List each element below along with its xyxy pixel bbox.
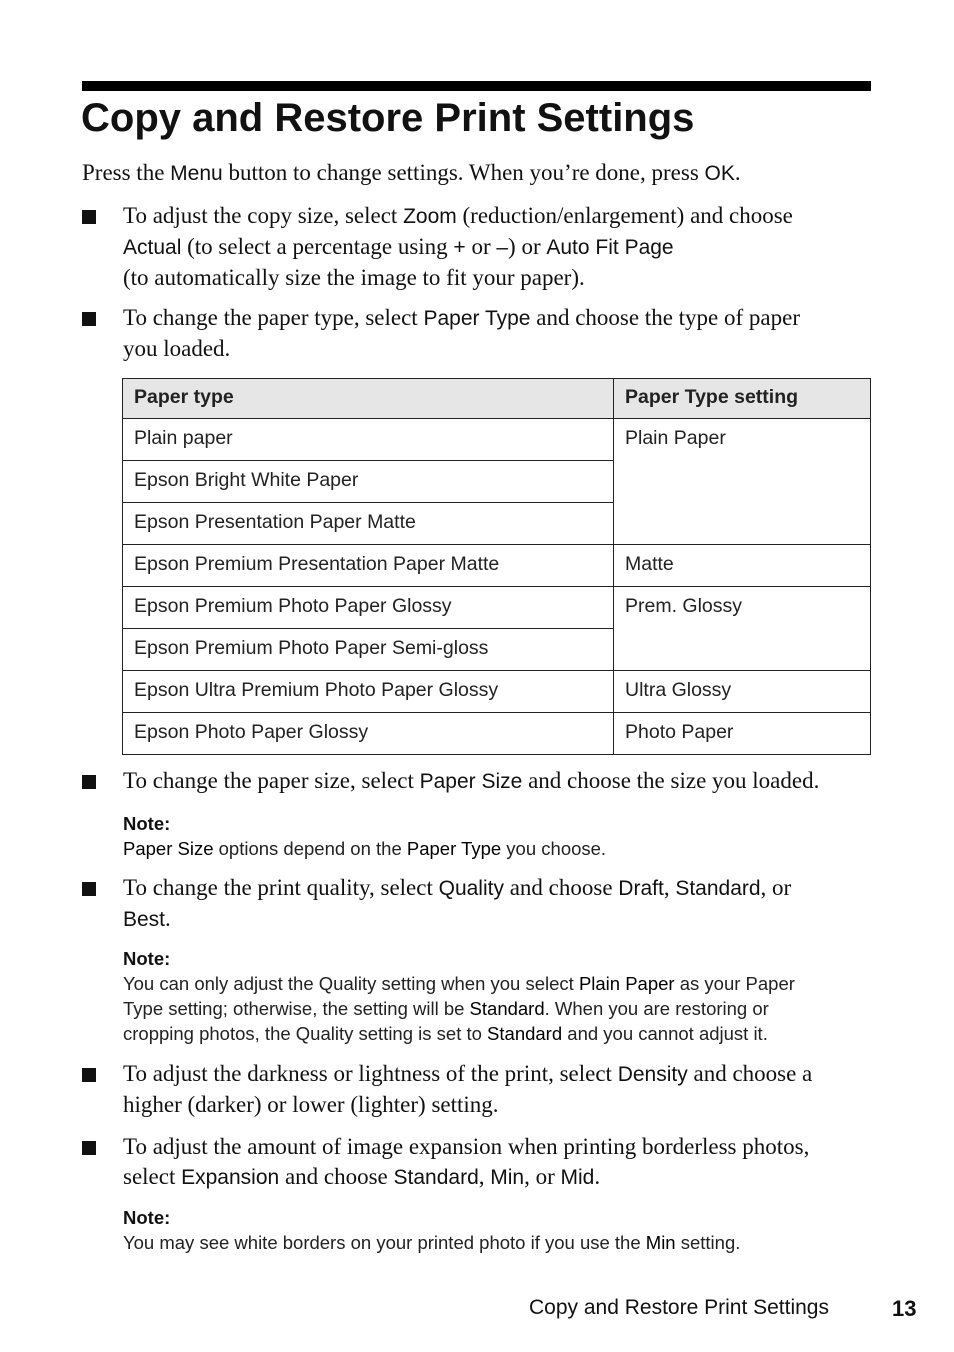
table-row [123, 545, 871, 587]
table-cell-paper: Epson Presentation Paper Matte [123, 503, 614, 545]
table-cell-paper: Epson Premium Presentation Paper Matte [123, 545, 614, 587]
bullet-paper-size-text: To change the paper size, select Paper Size and choose the size you loaded. [123, 768, 820, 793]
intro-paragraph: Press the Menu button to change settings. When you’re done, press OK. [82, 160, 741, 185]
table-cell-paper: Epson Premium Photo Paper Glossy [123, 587, 614, 629]
table-cell-paper: Epson Premium Photo Paper Semi-gloss [123, 629, 614, 671]
table-row [123, 671, 871, 713]
note-heading: Note: [123, 1207, 171, 1228]
title-rule [82, 81, 871, 91]
table-cell-setting: Plain Paper [614, 419, 871, 545]
bullet-square-icon [82, 1068, 96, 1082]
note-heading: Note: [123, 948, 171, 969]
table-header-paper-type: Paper type [123, 379, 614, 419]
note-expansion: Note: You may see white borders on your printed photo if you use the Min setting. [123, 1205, 883, 1255]
footer-section-title: Copy and Restore Print Settings [529, 1296, 829, 1319]
table-cell-setting: Matte [614, 545, 871, 587]
bullet-square-icon [82, 775, 96, 789]
bullet-paper-type-text: To change the paper type, select Paper Type and choose the type of paper you loaded. [123, 305, 800, 361]
table-cell-paper: Plain paper [123, 419, 614, 461]
note-heading: Note: [123, 813, 171, 834]
table-cell-setting: Prem. Glossy [614, 587, 871, 671]
bullet-zoom-text: To adjust the copy size, select Zoom (reduction/enlargement) and choose Actual (to select a percentage using + or –) or Auto Fit Page (to automatically size the image to fit your paper). [123, 203, 793, 290]
bullet-expansion-text: To adjust the amount of image expansion when printing borderless photos, select Expansion and choose Standard, Min, or Mid. [123, 1134, 810, 1189]
table-row [123, 587, 871, 629]
footer-page-number: 13 [892, 1296, 917, 1321]
page-title: Copy and Restore Print Settings [81, 96, 695, 140]
table-cell-paper: Epson Photo Paper Glossy [123, 713, 614, 755]
table-row [123, 713, 871, 755]
table-header-setting: Paper Type setting [614, 379, 871, 419]
table-cell-setting: Photo Paper [614, 713, 871, 755]
note-paper-size: Note: Paper Size options depend on the Paper Type you choose. [123, 811, 883, 861]
bullet-square-icon [82, 210, 96, 224]
bullet-square-icon [82, 312, 96, 326]
table-cell-setting: Ultra Glossy [614, 671, 871, 713]
table-cell-paper: Epson Ultra Premium Photo Paper Glossy [123, 671, 614, 713]
table-cell-paper: Epson Bright White Paper [123, 461, 614, 503]
bullet-quality-text: To change the print quality, select Quality and choose Draft, Standard, or Best. [123, 875, 792, 931]
paper-type-table [122, 378, 871, 755]
bullet-square-icon [82, 882, 96, 896]
note-quality: Note: You can only adjust the Quality setting when you select Plain Paper as your Paper Type setting; otherwise, the setting will be Standard. When you are restoring or cropping photos, the Quality setting is set to Standard and you cannot adjust it. [123, 946, 883, 1046]
bullet-square-icon [82, 1141, 96, 1155]
bullet-density-text: To adjust the darkness or lightness of the print, select Density and choose a higher (darker) or lower (lighter) setting. [123, 1061, 813, 1117]
table-row [123, 419, 871, 461]
table-header-row [123, 379, 871, 419]
